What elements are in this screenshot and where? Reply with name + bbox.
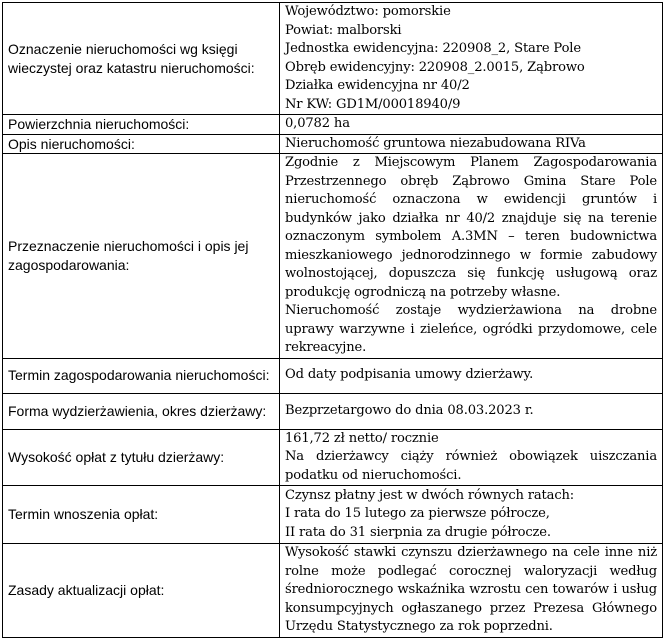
row-payment-schedule xyxy=(3,486,663,544)
payment-first-installment-text: I rata do 15 lutego za pierwsze półrocze, xyxy=(285,506,550,522)
voivodeship-text: Województwo: pomorskie xyxy=(285,4,451,19)
zoning-plan-paragraph: Zgodnie z Miejscowym Planem Zagospodarowania Przestrzennego obręb Ząbrowo Gmina Stare Pole nieruchomość oznaczona w ewidencji gruntów i budynków jako działka nr 40/2 znajduje się na terenie oznaczonym symbolem A.3MN – teren budownictwa mieszkaniowego jednorodzinnego w formie zabudowy wolnostojącej, dopuszcza się funkcję usługową oraz produkcję ogrodniczą na potrzeby własne. xyxy=(285,155,657,300)
tax-obligation-text: Na dzierżawcy ciąży również obowiązek uiszczania podatku od nieruchomości. xyxy=(285,449,657,483)
row-description xyxy=(3,134,663,154)
description-label: Opis nieruchomości: xyxy=(3,134,280,154)
payment-second-installment-text: II rata do 31 sierpnia za drugie półrocze. xyxy=(285,524,551,540)
purpose-value xyxy=(280,154,663,359)
parcel-text: Działka ewidencyjna nr 40/2 xyxy=(285,78,470,93)
fee-update-text: Wysokość stawki czynszu dzierżawnego na cele inne niż rolne może podlegać corocznej waloryzacji według średniorocznego wskaźnika wzrostu cen towarów i usług konsumpcyjnych ogłaszanego przez Prezesa Głównego Urzędu Statystycznego za rok poprzedni. xyxy=(285,545,657,634)
row-purpose xyxy=(3,154,663,359)
property-designation-value xyxy=(280,3,663,115)
area-label: Powierzchnia nieruchomości: xyxy=(3,115,280,135)
fee-update-label: Zasady aktualizacji opłat: xyxy=(3,544,280,638)
row-development-term xyxy=(3,358,663,393)
row-area xyxy=(3,115,663,135)
purpose-label: Przeznaczenie nieruchomości i opis jej zagospodarowania: xyxy=(3,154,280,359)
lease-fee-label-line2: z tytułu dzierżawy: xyxy=(109,449,225,465)
lease-form-label: Forma wydzierżawienia, okres dzierżawy: xyxy=(3,393,280,429)
development-term-value: Od daty podpisania umowy dzierżawy. xyxy=(280,358,663,393)
row-lease-fee xyxy=(3,429,663,486)
property-designation-label: Oznaczenie nieruchomości wg księgi wieczystej oraz katastru nieruchomości: xyxy=(3,3,280,115)
precinct-text: Obręb ewidencyjny: 220908_2.0015, Ząbrowo xyxy=(285,59,585,75)
row-fee-update xyxy=(3,544,663,638)
lease-info-table xyxy=(2,2,663,638)
row-lease-form xyxy=(3,393,663,429)
land-register-text: Nr KW: GD1M/00018940/9 xyxy=(285,96,461,112)
area-value: 0,0782 ha xyxy=(280,115,663,135)
description-value: Nieruchomość gruntowa niezabudowana RIVa xyxy=(280,134,663,154)
development-term-label: Termin zagospodarowania nieruchomości: xyxy=(3,358,280,393)
county-text: Powiat: malborski xyxy=(285,22,402,38)
payment-schedule-value xyxy=(280,486,663,544)
lease-fee-label-line1: Wysokość opłat xyxy=(8,449,106,465)
registration-unit-text: Jednostka ewidencyjna: 220908_2, Stare Pole xyxy=(285,41,581,56)
fee-update-value xyxy=(280,544,663,638)
payment-schedule-label: Termin wnoszenia opłat: xyxy=(3,486,280,544)
fee-amount-text: 161,72 zł netto/ rocznie xyxy=(285,430,439,446)
lease-fee-value xyxy=(280,429,663,486)
lease-use-paragraph: Nieruchomość zostaje wydzierżawiona na drobne uprawy warzywne i zieleńce, ogródki przydomowe, cele rekreacyjne. xyxy=(285,303,657,355)
lease-form-value: Bezprzetargowo do dnia 08.03.2023 r. xyxy=(280,393,663,429)
lease-fee-label xyxy=(3,429,280,486)
payment-intro-text: Czynsz płatny jest w dwóch równych ratach: xyxy=(285,487,575,503)
row-property-designation xyxy=(3,3,663,115)
